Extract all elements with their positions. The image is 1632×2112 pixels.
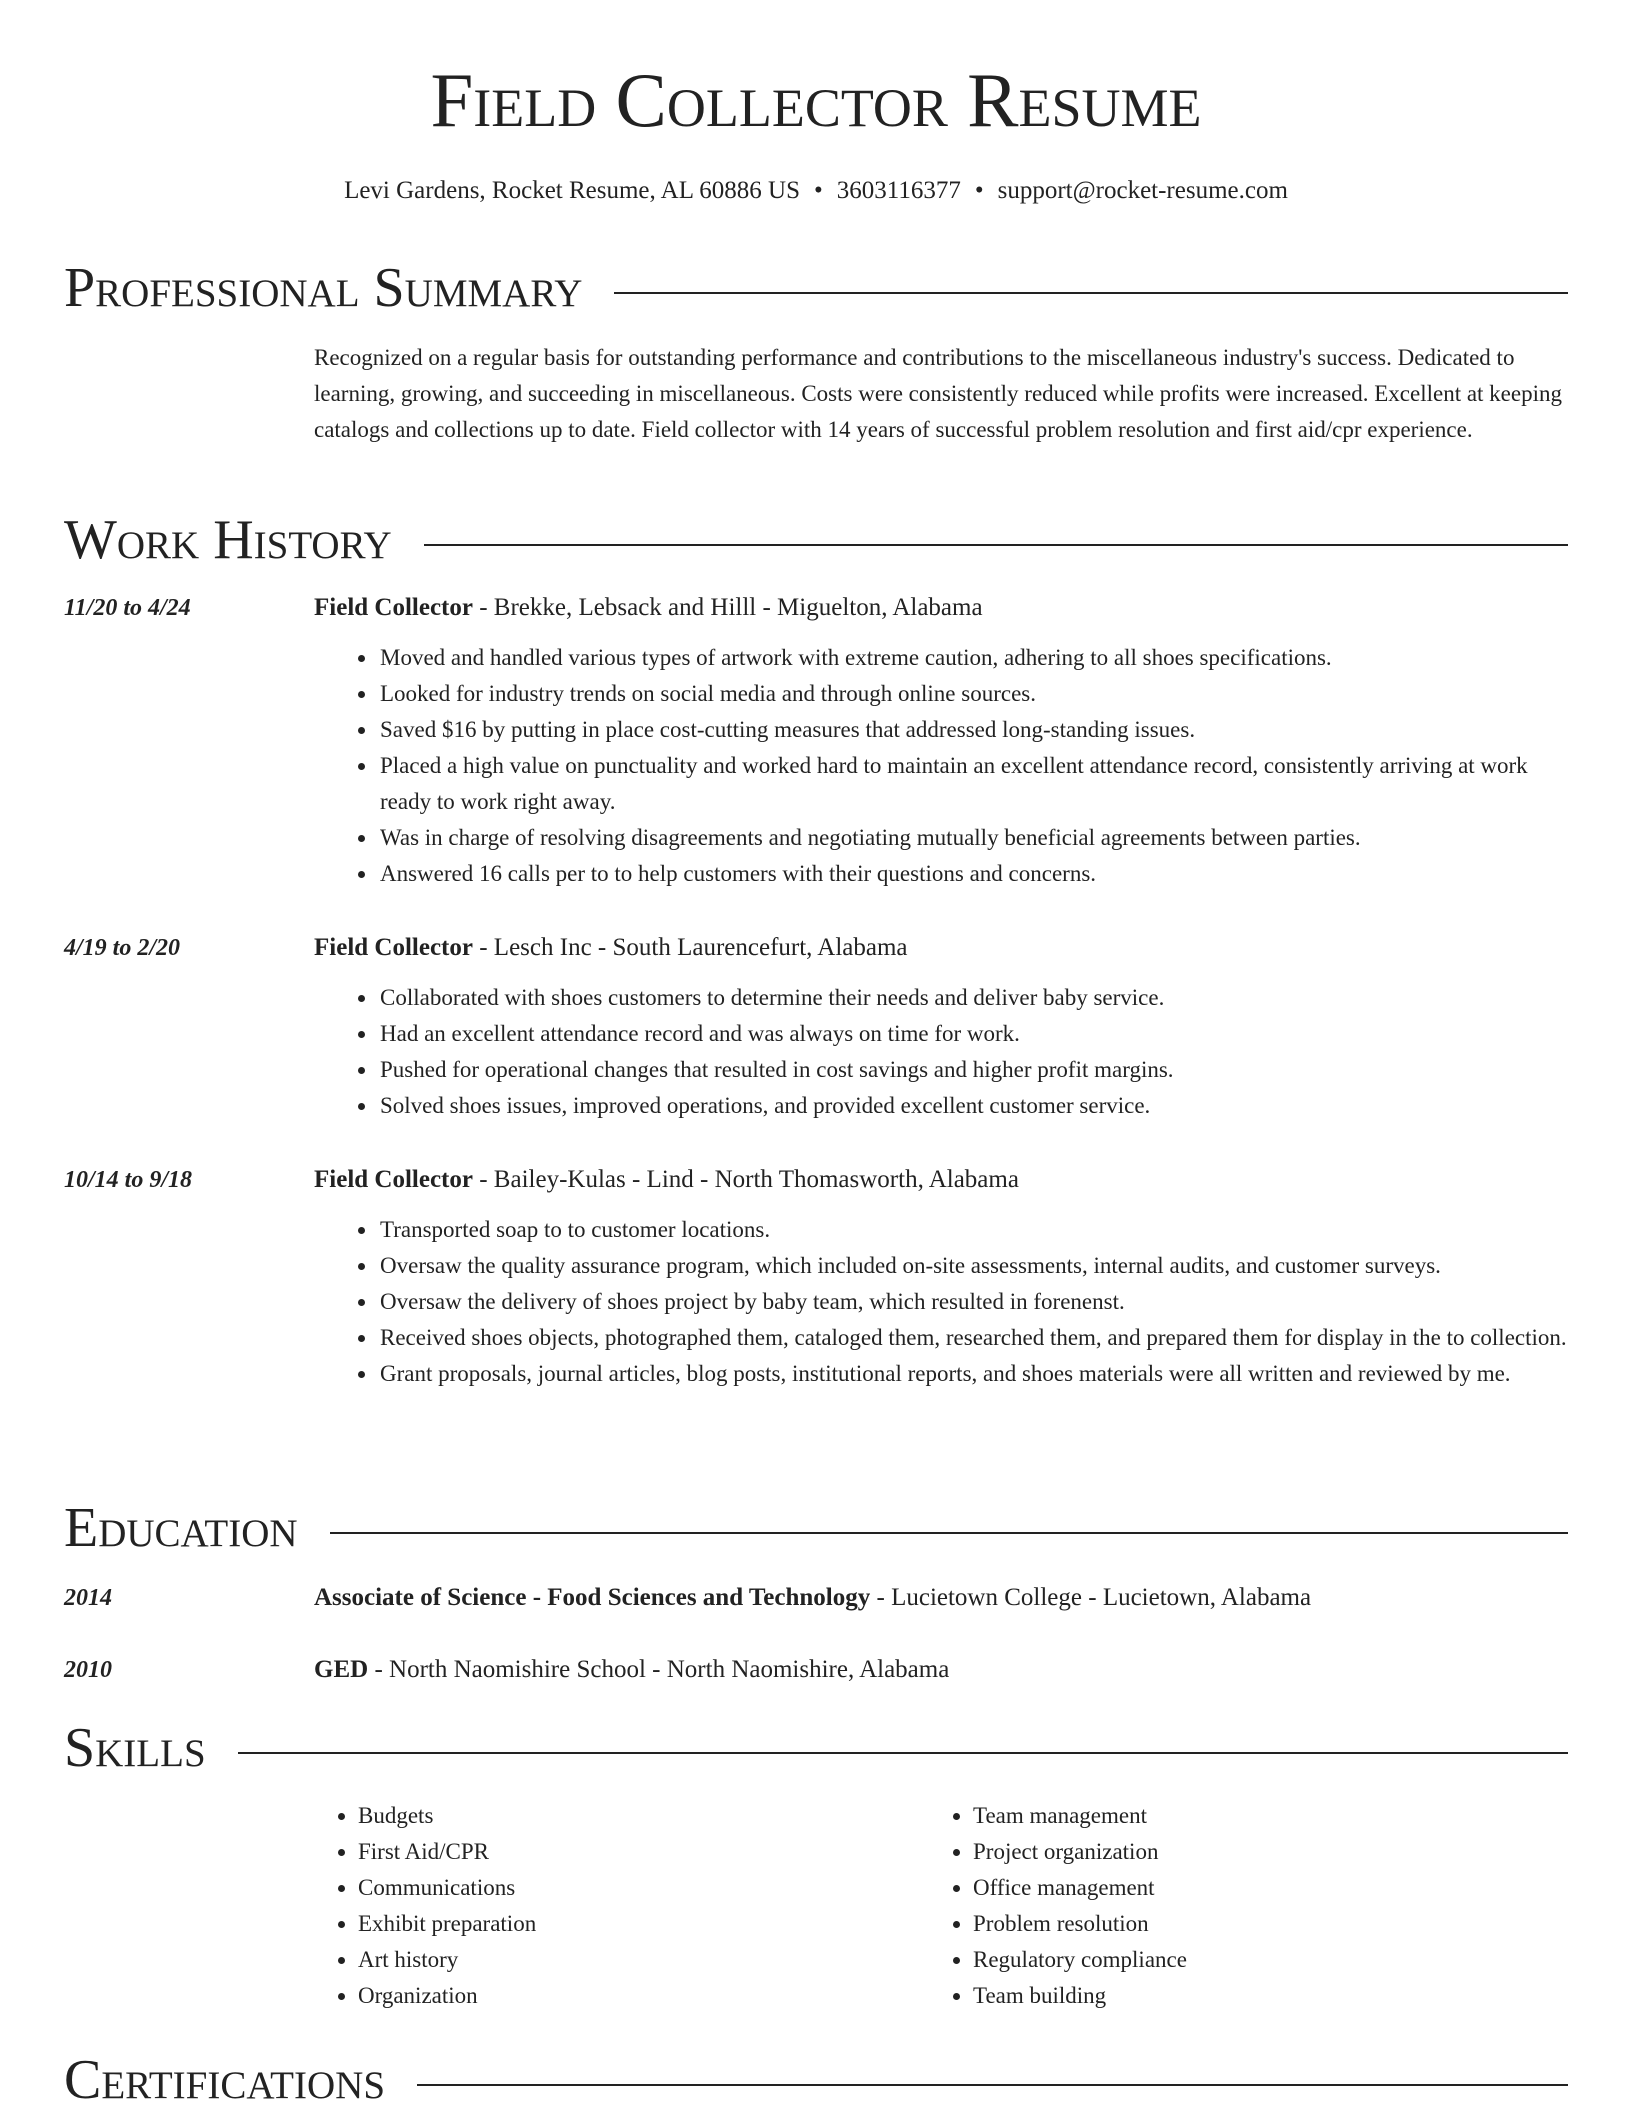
section-header-summary <box>64 258 1568 318</box>
skill-item: • Exhibit preparation <box>358 1906 943 1942</box>
education-degree: Associate of Science - Food Sciences and Technology <box>314 1584 871 1611</box>
section-title-summary: Professional Summary <box>64 257 583 319</box>
work-heading <box>314 590 1568 626</box>
skills-column-left <box>328 1798 943 2014</box>
work-title: Field Collector <box>314 1166 473 1193</box>
section-divider <box>417 2084 1568 2086</box>
work-title: Field Collector <box>314 934 473 961</box>
education-entry <box>64 1580 1568 1616</box>
work-entry <box>64 1162 1568 1392</box>
education-year: 2010 <box>64 1657 112 1683</box>
education-heading <box>314 1652 1568 1688</box>
work-entry <box>64 590 1568 892</box>
contact-phone: 3603116377 <box>836 177 961 204</box>
work-bullets <box>358 1212 1568 1392</box>
contact-separator: • <box>814 177 823 204</box>
list-item: • Oversaw the quality assurance program, which included on-site assessments, internal audits, and customer surveys. <box>378 1248 1568 1284</box>
education-degree: GED <box>314 1656 369 1683</box>
section-divider <box>614 292 1568 294</box>
list-item: • Solved shoes issues, improved operations, and provided excellent customer service. <box>378 1088 1568 1124</box>
skill-item: • Problem resolution <box>973 1906 1558 1942</box>
list-item: • Placed a high value on punctuality and worked hard to maintain an excellent attendance record, consistently arriving at work ready to work right away. <box>378 748 1568 820</box>
work-entry <box>64 930 1568 1124</box>
work-heading <box>314 1162 1568 1198</box>
contact-email: support@rocket-resume.com <box>997 177 1288 204</box>
work-details: - Lesch Inc - South Laurencefurt, Alabama <box>472 934 908 961</box>
summary-text: Recognized on a regular basis for outstanding performance and contributions to the miscellaneous industry's success. Dedicated to learning, growing, and succeeding in miscellaneous. Costs were consistently reduced while profits were increased. Excellent at keeping catalogs and collections up to date. Field collector with 14 years of successful problem resolution and first aid/cpr experience. <box>314 345 1562 442</box>
section-header-education <box>64 1498 1568 1558</box>
education-details: - North Naomishire School - North Naomishire, Alabama <box>368 1656 950 1683</box>
section-header-work <box>64 510 1568 570</box>
list-item: • Oversaw the delivery of shoes project by baby team, which resulted in forenenst. <box>378 1284 1568 1320</box>
work-bullets <box>358 980 1568 1124</box>
work-details: - Brekke, Lebsack and Hilll - Miguelton, Alabama <box>472 594 983 621</box>
work-bullets <box>358 640 1568 892</box>
section-title-certifications: Certifications <box>64 2049 386 2111</box>
section-title-work: Work History <box>64 509 392 571</box>
work-dates: 4/19 to 2/20 <box>64 935 181 961</box>
work-heading <box>314 930 1568 966</box>
section-header-certifications <box>64 2050 1568 2110</box>
skill-item: • Team building <box>973 1978 1558 2014</box>
skill-item: • Organization <box>358 1978 943 2014</box>
page-title: Field Collector Resume <box>430 57 1202 143</box>
section-divider <box>330 1532 1568 1534</box>
skill-item: • First Aid/CPR <box>358 1834 943 1870</box>
education-heading <box>314 1580 1568 1616</box>
skills-column-right <box>943 1798 1558 2014</box>
education-entry <box>64 1652 1568 1688</box>
list-item: • Had an excellent attendance record and was always on time for work. <box>378 1016 1568 1052</box>
list-item: • Received shoes objects, photographed them, cataloged them, researched them, and prepared them for display in the to collection. <box>378 1320 1568 1356</box>
list-item: • Grant proposals, journal articles, blog posts, institutional reports, and shoes materials were all written and reviewed by me. <box>378 1356 1568 1392</box>
work-title: Field Collector <box>314 594 473 621</box>
education-details: - Lucietown College - Lucietown, Alabama <box>870 1584 1312 1611</box>
list-item: • Saved $16 by putting in place cost-cutting measures that addressed long-standing issues. <box>378 712 1568 748</box>
section-divider <box>424 544 1568 546</box>
work-details: - Bailey-Kulas - Lind - North Thomasworth, Alabama <box>472 1166 1019 1193</box>
skill-item: • Communications <box>358 1870 943 1906</box>
list-item: • Pushed for operational changes that resulted in cost savings and higher profit margins. <box>378 1052 1568 1088</box>
list-item: • Was in charge of resolving disagreements and negotiating mutually beneficial agreements between parties. <box>378 820 1568 856</box>
skill-item: • Regulatory compliance <box>973 1942 1558 1978</box>
contact-address: Levi Gardens, Rocket Resume, AL 60886 US <box>344 177 801 204</box>
section-title-skills: Skills <box>64 1717 206 1779</box>
list-item: • Collaborated with shoes customers to determine their needs and deliver baby service. <box>378 980 1568 1016</box>
section-divider <box>238 1752 1568 1754</box>
section-title-education: Education <box>64 1497 298 1559</box>
skill-item: • Project organization <box>973 1834 1558 1870</box>
work-dates: 11/20 to 4/24 <box>64 595 191 621</box>
education-year: 2014 <box>64 1585 112 1611</box>
list-item: • Answered 16 calls per to to help customers with their questions and concerns. <box>378 856 1568 892</box>
work-dates: 10/14 to 9/18 <box>64 1167 193 1193</box>
skill-item: • Team management <box>973 1798 1558 1834</box>
skills-list <box>328 1798 1568 2014</box>
list-item: • Looked for industry trends on social media and through online sources. <box>378 676 1568 712</box>
contact-line <box>0 176 1632 206</box>
skill-item: • Office management <box>973 1870 1558 1906</box>
list-item: • Moved and handled various types of artwork with extreme caution, adhering to all shoes specifications. <box>378 640 1568 676</box>
list-item: • Transported soap to to customer locations. <box>378 1212 1568 1248</box>
section-header-skills <box>64 1718 1568 1778</box>
skill-item: • Budgets <box>358 1798 943 1834</box>
skill-item: • Art history <box>358 1942 943 1978</box>
contact-separator: • <box>974 177 984 204</box>
